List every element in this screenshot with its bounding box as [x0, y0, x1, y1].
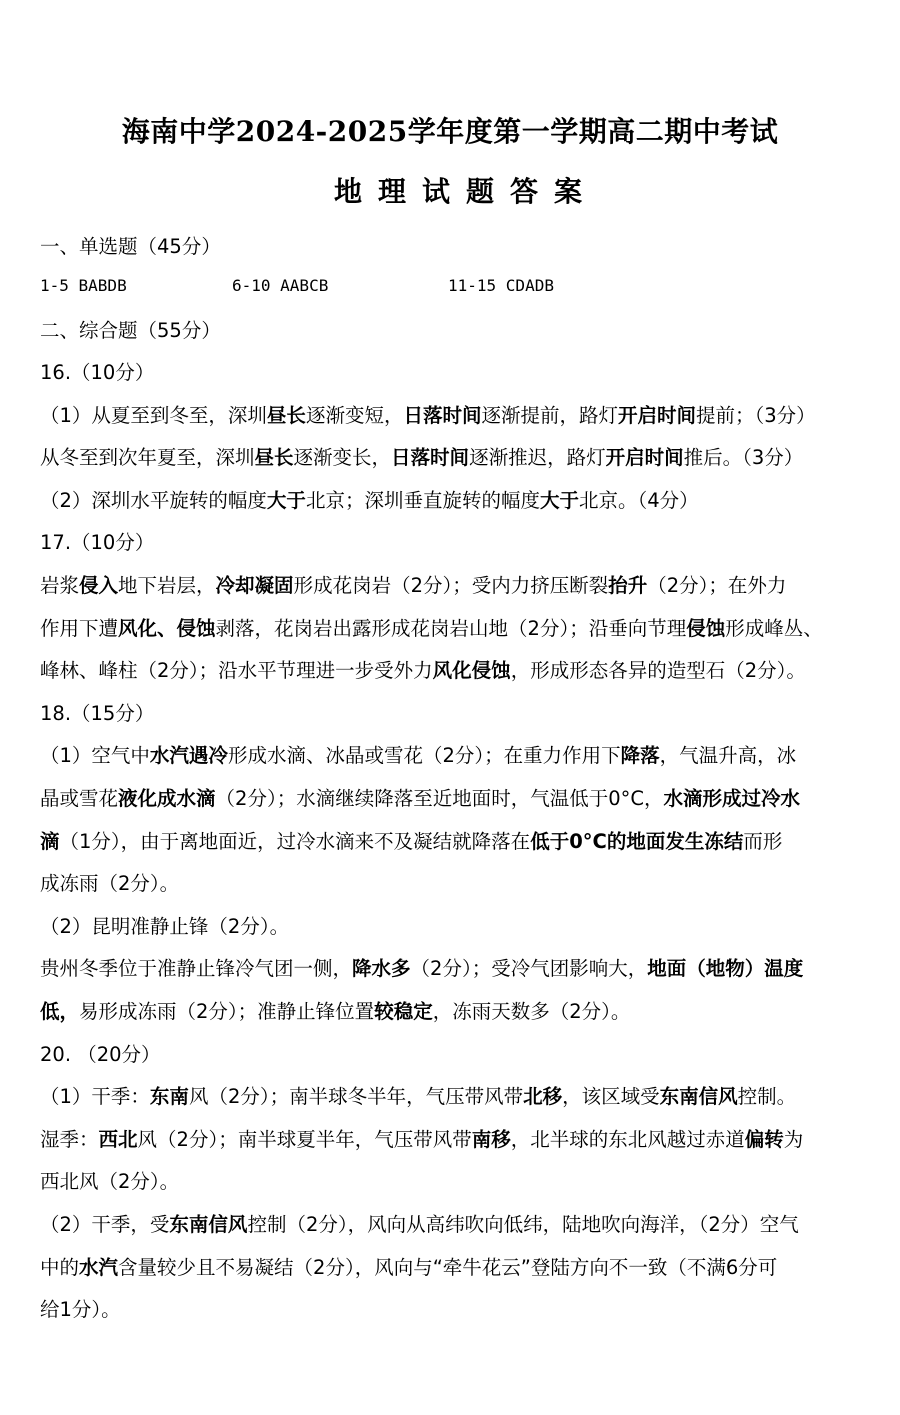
answer-keyword: 液化成水滴 [118, 787, 216, 810]
answer-text: （2分）；在外力 [647, 574, 787, 597]
answer-line [40, 1295, 860, 1325]
answer-keyword: 大于 [266, 488, 306, 512]
answer-keyword: 风化侵蚀 [432, 659, 511, 683]
answer-text: （1）从夏至到冬至，深圳 [40, 403, 267, 427]
answer-text: （2）昆明准静止锋（2分）。 [40, 914, 290, 938]
answer-line [40, 1082, 860, 1112]
answer-keyword: 低， [40, 1000, 80, 1023]
answer-keyword: 开启时间 [605, 446, 684, 470]
answer-keyword: 侵入 [79, 574, 119, 597]
answer-line [40, 443, 860, 473]
answer-text: （1）空气中 [40, 744, 150, 768]
answer-text: 风（2分）；南半球冬半年，气压带风带 [188, 1085, 524, 1109]
answer-text: 成冻雨（2分）。 [40, 872, 180, 896]
document-title: 海南中学2024-2025学年度第一学期高二期中考试 [121, 115, 779, 148]
answer-keyword: 低于0°C的地面发生冻结 [530, 829, 744, 853]
answer-keyword: 昼长 [254, 446, 294, 470]
answer-text: 控制。 [737, 1085, 797, 1109]
answer-text: （1分），由于离地面近，过冷水滴来不及凝结就降落在 [59, 829, 531, 853]
answer-keyword: 抬升 [608, 574, 648, 597]
answer-text: 北京；深圳垂直旋转的幅度 [305, 488, 540, 512]
answer-text: 为 [783, 1127, 804, 1151]
answer-line [40, 614, 860, 644]
answer-keyword: 地面（地物）温度 [647, 957, 804, 981]
answer-text: 含量较少且不易凝结（2分），风向与“牵牛花云”登陆方向不一致（不满6分可 [118, 1255, 778, 1279]
answer-text: 17.（10分） [40, 531, 155, 555]
answer-text: ，气温升高，冰 [659, 744, 797, 768]
answer-line [40, 784, 860, 814]
answer-line [40, 1167, 860, 1197]
answer-text: 易形成冻雨（2分）；准静止锋位置 [79, 1000, 375, 1023]
answer-text: （2）深圳水平旋转的幅度 [40, 488, 267, 512]
answer-text: 岩浆 [40, 574, 80, 597]
answer-text: 逐渐变短， [305, 403, 404, 427]
answer-text: ，冻雨天数多（2分）。 [432, 1000, 631, 1023]
answer-line [40, 954, 860, 984]
answer-line [40, 571, 860, 601]
answer-text: 逐渐变长， [293, 446, 392, 470]
answer-line [40, 1253, 860, 1283]
section-heading-comprehensive: 二、综合题（55分） [40, 319, 221, 342]
answers-6-10: 6-10 AABCB [232, 276, 329, 295]
answer-text: ，该区域受 [562, 1085, 660, 1109]
answer-keyword: 水汽遇冷 [149, 744, 228, 768]
answer-text: 地下岩层， [118, 574, 216, 597]
answer-text: 剥落，花岗岩出露形成花岗岩山地（2分）；沿垂向节理 [215, 616, 687, 640]
answer-text: 20. （20分） [40, 1042, 161, 1066]
answer-keyword: 东南信风 [659, 1085, 738, 1109]
answer-text: 给1分）。 [40, 1298, 121, 1322]
answer-keyword: 偏转 [744, 1127, 784, 1151]
answer-line [40, 869, 860, 899]
answer-line [40, 827, 860, 857]
answer-text: 形成水滴、冰晶或雪花（2分）；在重力作用下 [227, 744, 621, 768]
answer-line [40, 528, 860, 558]
answer-keyword: 南移 [471, 1127, 511, 1151]
answer-keyword: 东南 [149, 1085, 189, 1109]
answer-line [40, 401, 860, 431]
answer-line [40, 1210, 860, 1240]
answer-keyword: 日落时间 [403, 403, 482, 427]
answer-line [40, 912, 860, 942]
answer-text: 而形 [743, 829, 783, 853]
answer-keyword: 日落时间 [391, 446, 470, 470]
answer-text: 逐渐推迟，路灯 [469, 446, 606, 470]
answer-text: （2分）；水滴继续降落至近地面时，气温低于0°C， [215, 787, 664, 810]
document-subtitle: 地理试题答案 [333, 175, 598, 208]
answer-keyword: 北移 [523, 1085, 563, 1109]
answers-11-15: 11-15 CDADB [448, 276, 554, 295]
answer-keyword: 风化、侵蚀 [118, 616, 216, 640]
answer-keyword: 降落 [620, 744, 660, 768]
answer-line [40, 486, 860, 516]
answer-line [40, 358, 860, 388]
answer-keyword: 较稳定 [374, 1000, 433, 1023]
answer-text: （1）干季： [40, 1085, 150, 1109]
answer-line [40, 997, 860, 1027]
answer-keyword: 侵蚀 [686, 616, 726, 640]
answer-keyword: 冷却凝固 [215, 574, 294, 597]
answer-text: 作用下遭 [40, 616, 119, 640]
answer-text: 风（2分）；南半球夏半年，气压带风带 [137, 1127, 472, 1151]
answer-text: 形成花岗岩（2分）；受内力挤压断裂 [293, 574, 609, 597]
answer-text: （2分）；受冷气团影响大， [410, 957, 648, 981]
answer-keyword: 西北 [98, 1127, 138, 1151]
answer-keyword: 降水多 [352, 957, 411, 981]
answer-text: 峰林、峰柱（2分）；沿水平节理进一步受外力 [40, 659, 433, 683]
answer-line [40, 699, 860, 729]
answer-text: ，北半球的东北风越过赤道 [510, 1127, 745, 1151]
answer-text: 湿季： [40, 1127, 99, 1151]
answer-line [40, 656, 860, 686]
answer-line [40, 741, 860, 771]
answer-text: 形成峰丛、 [725, 616, 823, 640]
answer-text: 从冬至到次年夏至，深圳 [40, 446, 255, 470]
answer-text: 18.（15分） [40, 701, 155, 725]
answer-text: 北京。（4分） [578, 488, 699, 512]
answer-text: 推后。（3分） [683, 446, 804, 470]
answer-keyword: 东南信风 [169, 1213, 248, 1236]
answers-1-5: 1-5 BABDB [40, 276, 127, 295]
answer-text: 中的 [40, 1255, 80, 1279]
answer-keyword: 水汽 [79, 1255, 119, 1279]
answer-text: 贵州冬季位于准静止锋冷气团一侧， [40, 957, 353, 981]
answer-text: （2）干季，受 [40, 1213, 170, 1236]
answer-text: ，形成形态各异的造型石（2分）。 [510, 659, 806, 683]
answer-text: 控制（2分），风向从高纬吹向低纬，陆地吹向海洋，（2分）空气 [247, 1213, 799, 1236]
answer-line [40, 1125, 860, 1155]
answer-keyword: 开启时间 [617, 403, 696, 427]
answer-text: 16.（10分） [40, 361, 155, 384]
answer-keyword: 滴 [40, 829, 60, 853]
answer-text: 西北风（2分）。 [40, 1170, 180, 1194]
answer-line [40, 1040, 860, 1070]
answer-keyword: 昼长 [266, 403, 306, 427]
section-heading-single-choice: 一、单选题（45分） [40, 235, 221, 258]
answer-text: 提前；（3分） [696, 403, 816, 427]
answer-text: 晶或雪花 [40, 787, 119, 810]
answer-text: 逐渐提前，路灯 [481, 403, 618, 427]
answer-keyword: 大于 [539, 488, 579, 512]
answer-keyword: 水滴形成过冷水 [663, 787, 800, 810]
